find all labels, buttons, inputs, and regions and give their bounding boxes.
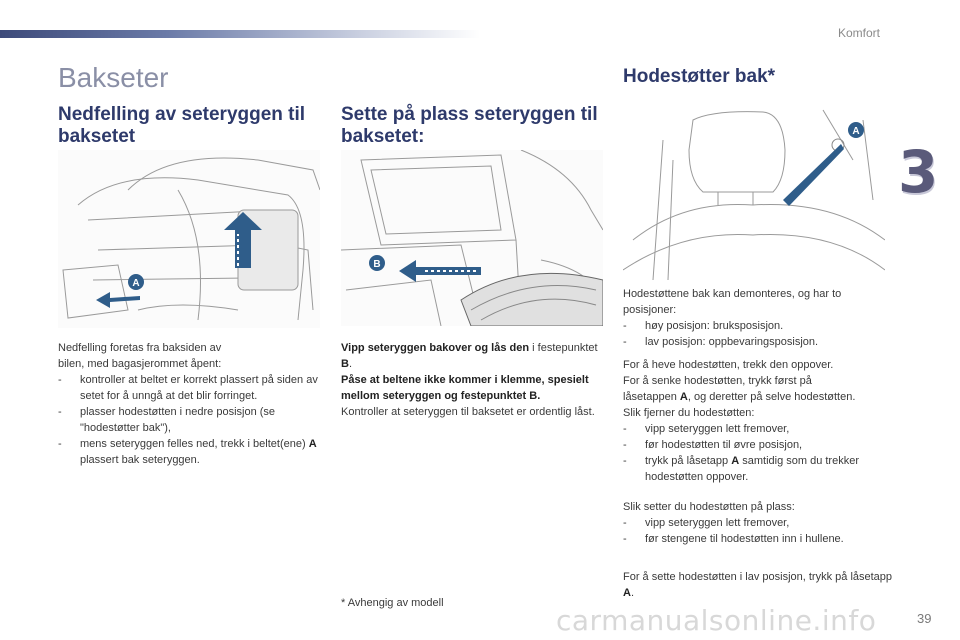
left-intro-line2: bilen, med bagasjerommet åpent:: [58, 358, 222, 370]
list-item: - mens seteryggen felles ned, trekk i beltet(ene) A plassert bak seteryggen.: [58, 438, 317, 466]
chapter-number: 3: [898, 138, 939, 206]
right-p1: Hodestøttene bak kan demonteres, og har to posisjoner:: [623, 288, 842, 316]
footnote: * Avhengig av modell: [341, 597, 444, 609]
list-item: - plasser hodestøtten i nedre posisjon (se "hodestøtter bak"),: [58, 406, 276, 434]
middle-p2: Påse at beltene ikke kommer i klemme, spesielt mellom seteryggen og festepunktet B.: [341, 374, 589, 402]
left-intro-line1: Nedfelling foretas fra baksiden av: [58, 342, 222, 354]
middle-p1: Vipp seteryggen bakover og lås den i festepunktet B.: [341, 342, 598, 370]
right-body: Hodestøttene bak kan demonteres, og har to posisjoner: - høy posisjon: bruksposisjon. - lav posisjon: oppbevaringsposisjon. For å heve hodestøtten, trekk den oppover. For å senke hodestøtten, trykk først på låsetappen A, og deretter på selve hodestøtten. Slik fjerner du hodestøtten: - vipp seteryggen lett fremover, - før hodestøtten til øvre posisjon, - trykk på låsetapp A samtidig som du trekker hodestøtten oppover. Slik setter du hodestøtten på plass: - vipp seteryggen lett fremover, - før stengene til hodestøtten inn i hullene. For å sette hodestøtten i lav posisjon, trykk på låsetapp A.: [623, 288, 893, 599]
illus-label-a: A: [852, 126, 860, 137]
illus-label-b: B: [373, 259, 381, 270]
watermark: carmanualsonline.info: [556, 604, 877, 637]
illus-label-a: A: [132, 278, 140, 289]
left-heading: Nedfelling av seteryggen til baksetet: [58, 104, 306, 147]
page-number: 39: [917, 611, 932, 626]
list-item: - lav posisjon: oppbevaringsposisjon.: [623, 336, 819, 348]
section-label: Komfort: [838, 26, 881, 40]
left-body: [58, 340, 320, 468]
list-item: - høy posisjon: bruksposisjon.: [623, 320, 784, 332]
seat-lock-illustration: [341, 150, 603, 326]
header-color-bar: [0, 30, 480, 38]
list-item: - vipp seteryggen lett fremover,: [623, 423, 790, 435]
middle-heading: Sette på plass seteryggen til baksetet:: [341, 104, 598, 147]
middle-body: [341, 340, 606, 420]
seat-fold-illustration: [58, 150, 320, 328]
list-item: - før hodestøtten til øvre posisjon,: [623, 439, 803, 451]
page-title: Bakseter: [58, 62, 169, 93]
middle-p3: Kontroller at seteryggen til baksetet er ordentlig låst.: [341, 406, 595, 418]
right-p4: For å sette hodestøtten i lav posisjon, trykk på låsetapp A.: [623, 571, 893, 599]
list-item: - kontroller at beltet er korrekt plassert på siden av setet for å unngå at det blir forringet.: [58, 374, 318, 402]
right-heading: Hodestøtter bak*: [623, 66, 776, 87]
headrest-illustration: [623, 100, 885, 280]
list-item: - trykk på låsetapp A samtidig som du trekker hodestøtten oppover.: [623, 455, 859, 483]
list-item: - vipp seteryggen lett fremover,: [623, 517, 790, 529]
list-item: - før stengene til hodestøtten inn i hullene.: [623, 533, 844, 545]
